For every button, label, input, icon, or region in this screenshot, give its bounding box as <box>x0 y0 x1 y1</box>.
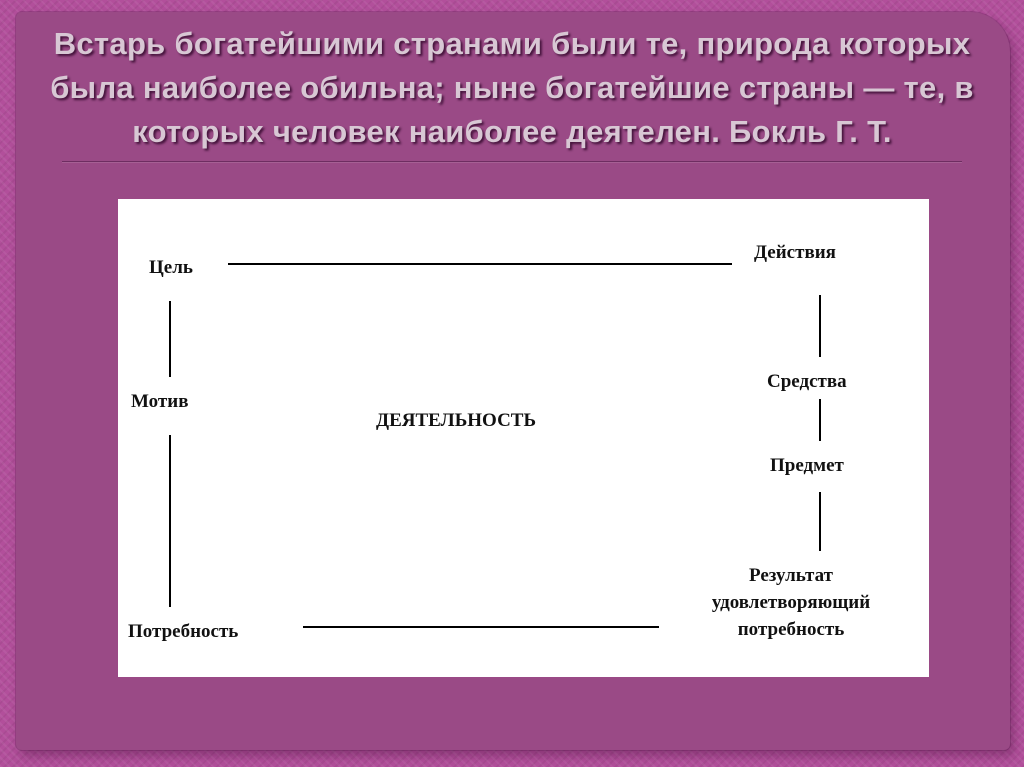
title-divider <box>62 161 962 162</box>
node-object: Предмет <box>770 455 844 476</box>
node-need: Потребность <box>128 621 239 642</box>
node-activity-center: ДЕЯТЕЛЬНОСТЬ <box>376 410 537 431</box>
node-result-line3: потребность <box>737 619 845 640</box>
activity-diagram <box>118 199 929 677</box>
node-motive: Мотив <box>131 391 189 412</box>
node-means: Средства <box>767 371 847 392</box>
node-actions: Действия <box>754 242 836 263</box>
node-goal: Цель <box>149 257 193 278</box>
node-result-line2: удовлетворяющий <box>711 592 871 613</box>
slide-title: Встарь богатейшими странами были те, природа которых была наиболее обильна; ныне богатейшие страны — те, в которых человек наиболее деятелен. Бокль Г. Т. <box>50 26 974 149</box>
node-result <box>674 565 908 641</box>
node-result-line1: Результат <box>749 565 833 586</box>
